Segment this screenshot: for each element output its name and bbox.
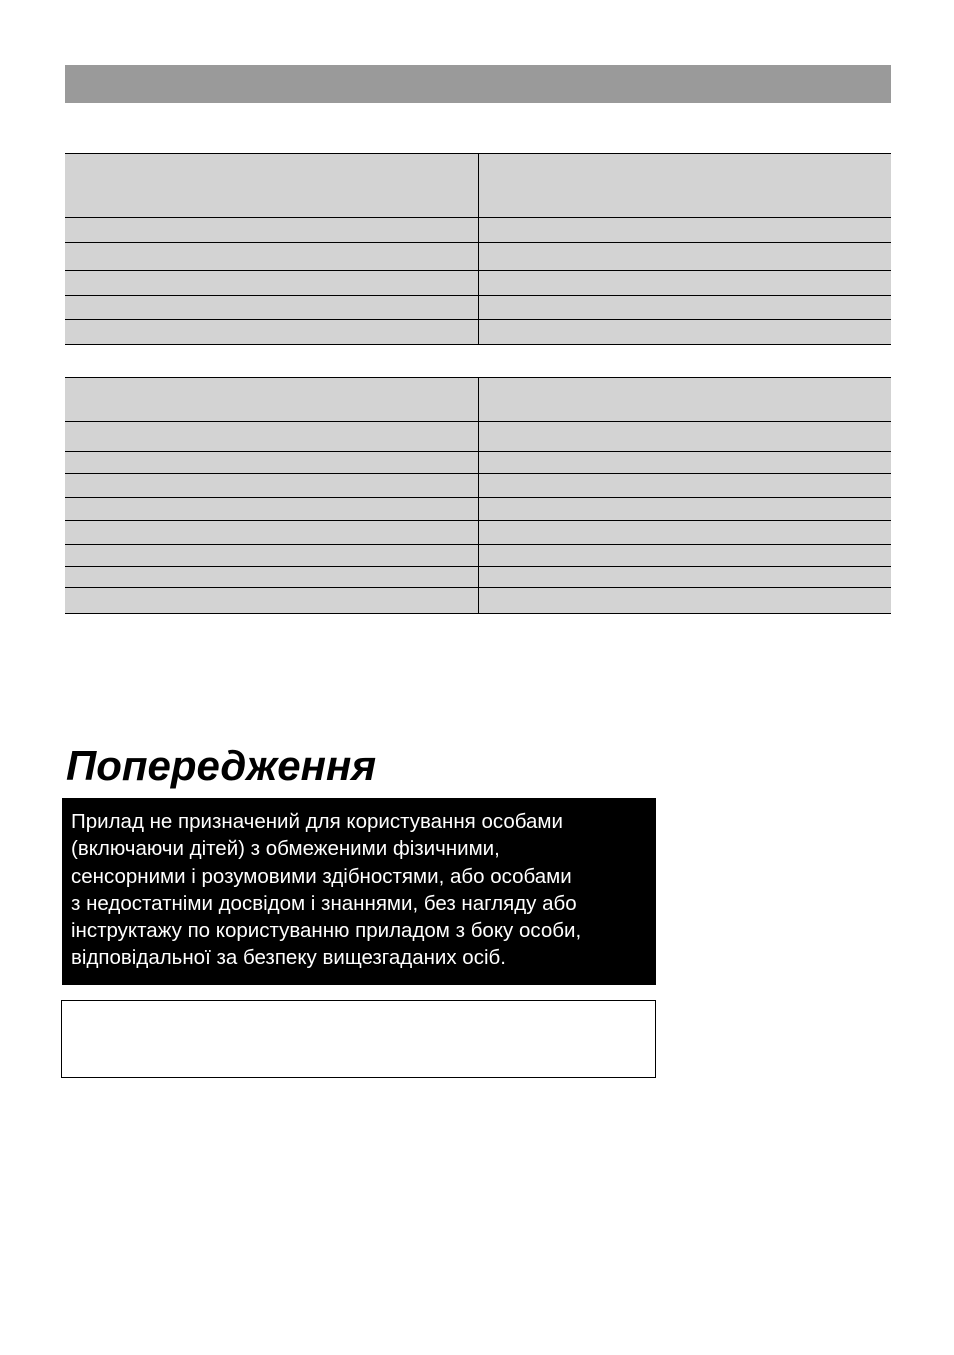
table-cell	[479, 320, 892, 344]
table-cell	[65, 296, 479, 319]
note-box	[61, 1000, 656, 1078]
table-row	[65, 378, 891, 422]
table-cell	[479, 243, 892, 270]
table-row	[65, 218, 891, 243]
table-cell	[479, 521, 892, 544]
table-cell	[65, 378, 479, 421]
table-cell	[65, 474, 479, 497]
table-cell	[65, 567, 479, 587]
table-cell	[479, 154, 892, 217]
table-cell	[479, 296, 892, 319]
warning-box	[62, 798, 656, 985]
table-row	[65, 422, 891, 452]
table-row	[65, 567, 891, 588]
table-row	[65, 545, 891, 567]
section-header-bar	[65, 65, 891, 103]
table-row	[65, 243, 891, 271]
spec-table-1	[65, 153, 891, 345]
table-cell	[65, 243, 479, 270]
table-cell	[479, 567, 892, 587]
table-row	[65, 154, 891, 218]
warning-title: Попередження	[66, 742, 377, 789]
table-row	[65, 498, 891, 521]
table-row	[65, 474, 891, 498]
table-cell	[65, 154, 479, 217]
table-cell	[65, 422, 479, 451]
table-cell	[479, 271, 892, 295]
table-row	[65, 452, 891, 474]
table-row	[65, 296, 891, 320]
table-cell	[479, 498, 892, 520]
table-cell	[479, 218, 892, 242]
table-cell	[65, 218, 479, 242]
table-row	[65, 271, 891, 296]
table-cell	[479, 452, 892, 473]
warning-text: Прилад не призначений для користування особами (включаючи дітей) з обмеженими фізичними, сенсорними і розумовими здібностями, або особами з недостатніми досвідом і знаннями, без нагляду або інструктажу по користуванню приладом з боку особи, відповідальної за безпеку вищезгаданих осіб.	[71, 810, 582, 970]
table-cell	[65, 545, 479, 566]
table-row	[65, 320, 891, 344]
table-cell	[65, 498, 479, 520]
table-row	[65, 521, 891, 545]
table-cell	[65, 271, 479, 295]
table-cell	[479, 378, 892, 421]
table-cell	[65, 452, 479, 473]
table-row	[65, 588, 891, 613]
spec-table-2	[65, 377, 891, 614]
table-cell	[65, 521, 479, 544]
table-cell	[479, 474, 892, 497]
table-cell	[65, 588, 479, 613]
table-cell	[479, 545, 892, 566]
table-cell	[65, 320, 479, 344]
table-cell	[479, 588, 892, 613]
table-cell	[479, 422, 892, 451]
